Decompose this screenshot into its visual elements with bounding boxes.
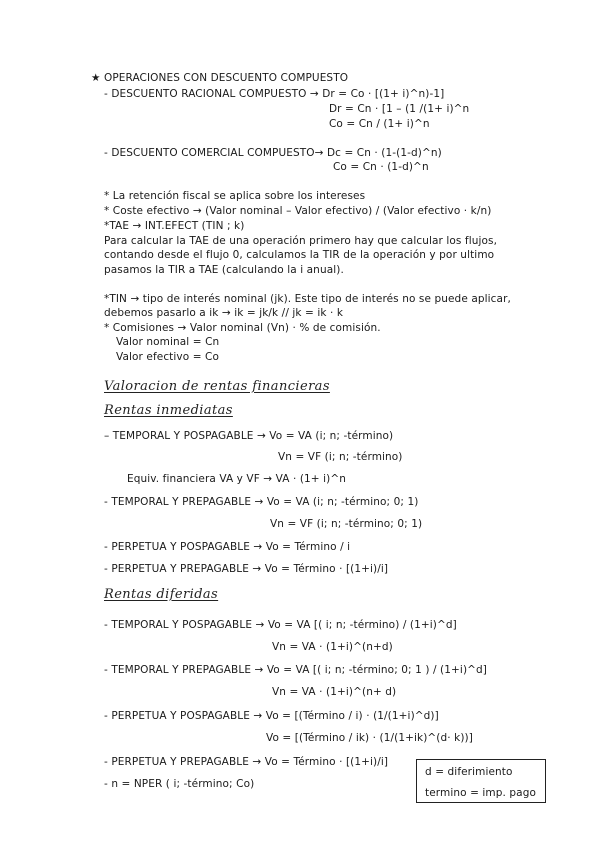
note-valor-nominal: Valor nominal = Cn <box>116 336 220 348</box>
inmediata-temporal-pospagable-vn: Vn = VF (i; n; -término) <box>278 451 403 463</box>
note-coste-efectivo: * Coste efectivo → (Valor nominal – Valor efectivo) / (Valor efectivo · k/n) <box>104 205 492 217</box>
diferida-temporal-prepagable-vn: Vn = VA · (1+i)^(n+ d) <box>272 686 397 698</box>
note-tin-2: debemos pasarlo a ik → ik = jk/k // jk = ik · k <box>104 307 344 319</box>
note-tin: *TIN → tipo de interés nominal (jk). Este tipo de interés no se puede aplicar, <box>104 293 511 305</box>
note-tae-line-3: pasamos la TIR a TAE (calculando la i anual). <box>104 264 344 276</box>
descuento-racional-formula: - DESCUENTO RACIONAL COMPUESTO → Dr = Co · [(1+ i)^n)-1] <box>104 88 445 100</box>
legend-termino: termino = imp. pago <box>425 787 536 799</box>
note-tae-line-1: Para calcular la TAE de una operación primero hay que calcular los flujos, <box>104 235 498 247</box>
diferida-temporal-pospagable-vn: Vn = VA · (1+i)^(n+d) <box>272 641 393 653</box>
descuento-comercial-formula: - DESCUENTO COMERCIAL COMPUESTO→ Dc = Cn · (1-(1-d)^n) <box>104 147 442 159</box>
diferida-perpetua-pospagable-vo: Vo = [(Término / ik) · (1/(1+ik)^(d· k))] <box>266 732 473 744</box>
section-title: ★ OPERACIONES CON DESCUENTO COMPUESTO <box>91 72 349 84</box>
diferida-perpetua-prepagable: - PERPETUA Y PREPAGABLE → Vo = Término · [(1+i)/i] <box>104 756 389 768</box>
heading-rentas-diferidas: Rentas diferidas <box>104 587 219 602</box>
heading-valoracion-rentas: Valoracion de rentas financieras <box>104 379 330 394</box>
note-tae-line-2: contando desde el flujo 0, calculamos la TIR de la operación y por ultimo <box>104 249 495 261</box>
heading-rentas-inmediatas: Rentas inmediatas <box>104 403 233 418</box>
inmediata-perpetua-pospagable: - PERPETUA Y POSPAGABLE → Vo = Término / i <box>104 541 351 553</box>
equivalencia-financiera: Equiv. financiera VA y VF → VA · (1+ i)^n <box>127 473 347 485</box>
inmediata-perpetua-prepagable: - PERPETUA Y PREPAGABLE → Vo = Término · [(1+i)/i] <box>104 563 389 575</box>
diferida-perpetua-pospagable: - PERPETUA Y POSPAGABLE → Vo = [(Término / i) · (1/(1+i)^d)] <box>104 710 439 722</box>
diferida-temporal-pospagable: - TEMPORAL Y POSPAGABLE → Vo = VA [( i; n; -término) / (1+i)^d] <box>104 619 457 631</box>
note-valor-efectivo: Valor efectivo = Co <box>116 351 219 363</box>
descuento-comercial-formula-2: Co = Cn · (1-d)^n <box>333 161 429 173</box>
note-retencion: * La retención fiscal se aplica sobre los intereses <box>104 190 366 202</box>
inmediata-temporal-prepagable: - TEMPORAL Y PREPAGABLE → Vo = VA (i; n; -término; 0; 1) <box>104 496 419 508</box>
descuento-racional-formula-2: Dr = Cn · [1 – (1 /(1+ i)^n <box>329 103 470 115</box>
note-comisiones: * Comisiones → Valor nominal (Vn) · % de comisión. <box>104 322 381 334</box>
legend-box <box>416 759 546 803</box>
inmediata-temporal-prepagable-vn: Vn = VF (i; n; -término; 0; 1) <box>270 518 423 530</box>
diferida-temporal-prepagable: - TEMPORAL Y PREPAGABLE → Vo = VA [( i; n; -término; 0; 1 ) / (1+i)^d] <box>104 664 487 676</box>
inmediata-temporal-pospagable: – TEMPORAL Y POSPAGABLE → Vo = VA (i; n; -término) <box>104 430 394 442</box>
nper-formula: - n = NPER ( i; -término; Co) <box>104 778 255 790</box>
descuento-racional-formula-3: Co = Cn / (1+ i)^n <box>329 118 430 130</box>
legend-diferimiento: d = diferimiento <box>425 766 513 778</box>
note-tae: *TAE → INT.EFECT (TIN ; k) <box>104 220 245 232</box>
